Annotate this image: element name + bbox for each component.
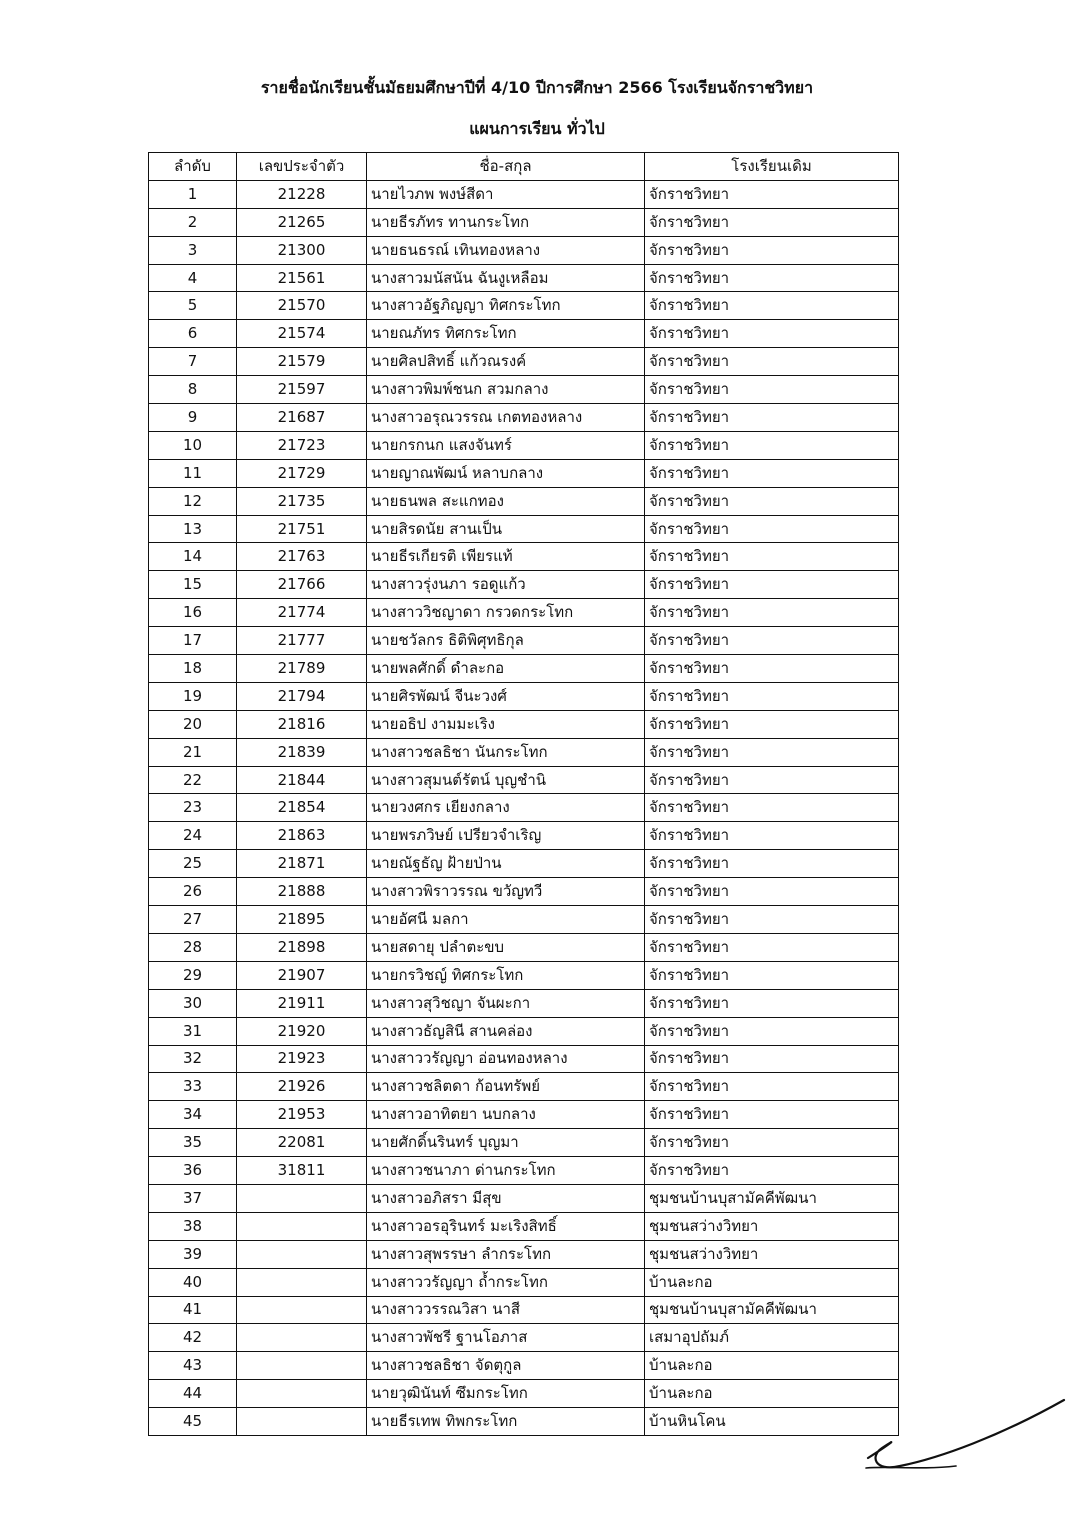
- cell-previous-school: จักราชวิทยา: [645, 208, 899, 236]
- cell-full-name: นายสิรดนัย สานเป็น: [367, 515, 645, 543]
- cell-previous-school: ชุมชนสว่างวิทยา: [645, 1212, 899, 1240]
- cell-previous-school: บ้านละกอ: [645, 1352, 899, 1380]
- cell-previous-school: จักราชวิทยา: [645, 1157, 899, 1185]
- cell-no: 32: [149, 1045, 237, 1073]
- cell-full-name: นางสาวสุพรรษา ลำกระโทก: [367, 1240, 645, 1268]
- cell-no: 44: [149, 1380, 237, 1408]
- cell-student-id: [237, 1380, 367, 1408]
- cell-full-name: นายณภัทร ทิศกระโทก: [367, 320, 645, 348]
- cell-full-name: นายกรวิชญ์ ทิศกระโทก: [367, 961, 645, 989]
- cell-no: 35: [149, 1129, 237, 1157]
- cell-no: 30: [149, 989, 237, 1017]
- cell-full-name: นางสาวมนัสนัน ฉันงูเหลือม: [367, 264, 645, 292]
- cell-previous-school: จักราชวิทยา: [645, 599, 899, 627]
- cell-student-id: 21907: [237, 961, 367, 989]
- cell-student-id: [237, 1296, 367, 1324]
- cell-previous-school: จักราชวิทยา: [645, 571, 899, 599]
- cell-student-id: 21735: [237, 487, 367, 515]
- table-row: [149, 599, 899, 627]
- cell-student-id: 21766: [237, 571, 367, 599]
- cell-no: 18: [149, 655, 237, 683]
- cell-full-name: นางสาววิชญาดา กรวดกระโทก: [367, 599, 645, 627]
- document-subtitle: แผนการเรียน ทั่วไป: [469, 119, 605, 138]
- document-title: รายชื่อนักเรียนชั้นมัธยมศึกษาปีที่ 4/10 ปีการศึกษา 2566 โรงเรียนจักราชวิทยา: [260, 78, 814, 97]
- table-row: [149, 1129, 899, 1157]
- cell-no: 24: [149, 822, 237, 850]
- cell-previous-school: บ้านละกอ: [645, 1268, 899, 1296]
- cell-student-id: [237, 1408, 367, 1436]
- cell-full-name: นายชวัลกร ธิติพิศุทธิกุล: [367, 627, 645, 655]
- cell-full-name: นางสาวชลธิชา จัดตุกูล: [367, 1352, 645, 1380]
- cell-full-name: นายณัฐธัญ ฝ้ายป่าน: [367, 850, 645, 878]
- cell-student-id: 21888: [237, 878, 367, 906]
- cell-no: 19: [149, 682, 237, 710]
- cell-no: 11: [149, 459, 237, 487]
- cell-no: 10: [149, 431, 237, 459]
- cell-full-name: นางสาวชนาภา ด่านกระโทก: [367, 1157, 645, 1185]
- cell-full-name: นางสาวชลิตดา ก้อนทรัพย์: [367, 1073, 645, 1101]
- cell-no: 22: [149, 766, 237, 794]
- table-row: [149, 180, 899, 208]
- cell-full-name: นายศิรพัฒน์ จีนะวงศ์: [367, 682, 645, 710]
- table-row: [149, 766, 899, 794]
- cell-previous-school: จักราชวิทยา: [645, 627, 899, 655]
- cell-previous-school: จักราชวิทยา: [645, 1045, 899, 1073]
- table-body: [149, 180, 899, 1435]
- cell-student-id: 21300: [237, 236, 367, 264]
- cell-no: 40: [149, 1268, 237, 1296]
- cell-no: 16: [149, 599, 237, 627]
- cell-full-name: นายพรภวิษย์ เปรียวจำเริญ: [367, 822, 645, 850]
- cell-no: 13: [149, 515, 237, 543]
- table-row: [149, 264, 899, 292]
- cell-full-name: นายศักดิ์นรินทร์ บุญมา: [367, 1129, 645, 1157]
- table-row: [149, 738, 899, 766]
- cell-previous-school: จักราชวิทยา: [645, 1129, 899, 1157]
- cell-no: 38: [149, 1212, 237, 1240]
- cell-no: 8: [149, 376, 237, 404]
- cell-full-name: นางสาวธัญสินี สานคล่อง: [367, 1017, 645, 1045]
- cell-previous-school: จักราชวิทยา: [645, 710, 899, 738]
- cell-full-name: นางสาวอรุณวรรณ เกตทองหลาง: [367, 404, 645, 432]
- cell-previous-school: บ้านหินโคน: [645, 1408, 899, 1436]
- cell-no: 43: [149, 1352, 237, 1380]
- cell-no: 15: [149, 571, 237, 599]
- cell-previous-school: จักราชวิทยา: [645, 961, 899, 989]
- table-row: [149, 236, 899, 264]
- cell-previous-school: จักราชวิทยา: [645, 989, 899, 1017]
- cell-full-name: นางสาวสุมนต์รัตน์ บุญชำนิ: [367, 766, 645, 794]
- cell-no: 39: [149, 1240, 237, 1268]
- table-row: [149, 404, 899, 432]
- cell-full-name: นายญาณพัฒน์ หลาบกลาง: [367, 459, 645, 487]
- cell-student-id: 21597: [237, 376, 367, 404]
- cell-student-id: 21687: [237, 404, 367, 432]
- cell-student-id: 22081: [237, 1129, 367, 1157]
- cell-student-id: 21816: [237, 710, 367, 738]
- cell-full-name: นายกรกนก แสงจันทร์: [367, 431, 645, 459]
- cell-no: 37: [149, 1184, 237, 1212]
- cell-full-name: นางสาววรัญญา อ่อนทองหลาง: [367, 1045, 645, 1073]
- cell-no: 28: [149, 933, 237, 961]
- table-row: [149, 850, 899, 878]
- cell-previous-school: จักราชวิทยา: [645, 264, 899, 292]
- cell-no: 7: [149, 348, 237, 376]
- cell-student-id: [237, 1240, 367, 1268]
- table-row: [149, 822, 899, 850]
- cell-full-name: นายสดายุ ปลำตะขบ: [367, 933, 645, 961]
- table-row: [149, 1184, 899, 1212]
- cell-previous-school: จักราชวิทยา: [645, 655, 899, 683]
- table-row: [149, 543, 899, 571]
- cell-no: 29: [149, 961, 237, 989]
- table-row: [149, 1017, 899, 1045]
- cell-student-id: 21844: [237, 766, 367, 794]
- cell-previous-school: ชุมชนสว่างวิทยา: [645, 1240, 899, 1268]
- cell-full-name: นางสาวอาทิตยา นบกลาง: [367, 1101, 645, 1129]
- cell-student-id: 21763: [237, 543, 367, 571]
- table-row: [149, 878, 899, 906]
- cell-student-id: 21863: [237, 822, 367, 850]
- cell-no: 6: [149, 320, 237, 348]
- header-student-id: เลขประจำตัว: [237, 153, 367, 181]
- cell-student-id: 21777: [237, 627, 367, 655]
- cell-previous-school: จักราชวิทยา: [645, 431, 899, 459]
- cell-previous-school: จักราชวิทยา: [645, 822, 899, 850]
- cell-no: 33: [149, 1073, 237, 1101]
- cell-student-id: 31811: [237, 1157, 367, 1185]
- cell-student-id: 21871: [237, 850, 367, 878]
- cell-previous-school: จักราชวิทยา: [645, 682, 899, 710]
- cell-no: 5: [149, 292, 237, 320]
- cell-previous-school: จักราชวิทยา: [645, 459, 899, 487]
- cell-previous-school: จักราชวิทยา: [645, 376, 899, 404]
- table-row: [149, 961, 899, 989]
- cell-student-id: 21839: [237, 738, 367, 766]
- cell-full-name: นางสาววรัญญา ถ้ำกระโทก: [367, 1268, 645, 1296]
- cell-previous-school: เสมาอุปถัมภ์: [645, 1324, 899, 1352]
- cell-student-id: 21794: [237, 682, 367, 710]
- cell-student-id: 21923: [237, 1045, 367, 1073]
- cell-no: 1: [149, 180, 237, 208]
- cell-student-id: 21895: [237, 906, 367, 934]
- table-row: [149, 571, 899, 599]
- table-row: [149, 1296, 899, 1324]
- cell-previous-school: จักราชวิทยา: [645, 766, 899, 794]
- table-row: [149, 627, 899, 655]
- table-row: [149, 933, 899, 961]
- cell-full-name: นายธนพล สะแกทอง: [367, 487, 645, 515]
- cell-previous-school: จักราชวิทยา: [645, 515, 899, 543]
- cell-no: 42: [149, 1324, 237, 1352]
- table-row: [149, 1408, 899, 1436]
- table-row: [149, 989, 899, 1017]
- cell-full-name: นายศิลปสิทธิ์ แก้วณรงค์: [367, 348, 645, 376]
- header-previous-school: โรงเรียนเดิม: [645, 153, 899, 181]
- table-row: [149, 431, 899, 459]
- table-row: [149, 682, 899, 710]
- cell-previous-school: จักราชวิทยา: [645, 738, 899, 766]
- table-row: [149, 487, 899, 515]
- cell-no: 12: [149, 487, 237, 515]
- cell-full-name: นายอธิป งามมะเริง: [367, 710, 645, 738]
- cell-student-id: [237, 1184, 367, 1212]
- table-row: [149, 1045, 899, 1073]
- cell-student-id: [237, 1352, 367, 1380]
- table-row: [149, 1157, 899, 1185]
- table-row: [149, 376, 899, 404]
- cell-student-id: 21789: [237, 655, 367, 683]
- cell-full-name: นายธีรเทพ ทิพกระโทก: [367, 1408, 645, 1436]
- cell-no: 23: [149, 794, 237, 822]
- cell-no: 3: [149, 236, 237, 264]
- cell-no: 20: [149, 710, 237, 738]
- cell-student-id: 21579: [237, 348, 367, 376]
- cell-student-id: 21898: [237, 933, 367, 961]
- cell-no: 27: [149, 906, 237, 934]
- cell-student-id: 21265: [237, 208, 367, 236]
- table-row: [149, 1240, 899, 1268]
- cell-full-name: นายธีรเกียรติ เพียรแท้: [367, 543, 645, 571]
- table-header-row: [149, 153, 899, 181]
- cell-student-id: 21854: [237, 794, 367, 822]
- student-roster-table: [148, 152, 899, 1436]
- cell-previous-school: จักราชวิทยา: [645, 487, 899, 515]
- table-row: [149, 515, 899, 543]
- cell-full-name: นางสาวอรอุรินทร์ มะเริงสิทธิ์: [367, 1212, 645, 1240]
- table-row: [149, 1380, 899, 1408]
- cell-previous-school: จักราชวิทยา: [645, 906, 899, 934]
- cell-no: 34: [149, 1101, 237, 1129]
- cell-student-id: 21574: [237, 320, 367, 348]
- table-row: [149, 1324, 899, 1352]
- cell-full-name: นายไวภพ พงษ์สีดา: [367, 180, 645, 208]
- cell-previous-school: จักราชวิทยา: [645, 850, 899, 878]
- table-row: [149, 906, 899, 934]
- cell-full-name: นางสาวอัฐภิญญา ทิศกระโทก: [367, 292, 645, 320]
- cell-no: 36: [149, 1157, 237, 1185]
- cell-student-id: [237, 1324, 367, 1352]
- cell-previous-school: จักราชวิทยา: [645, 180, 899, 208]
- cell-student-id: [237, 1268, 367, 1296]
- cell-previous-school: จักราชวิทยา: [645, 320, 899, 348]
- table-row: [149, 710, 899, 738]
- cell-student-id: 21774: [237, 599, 367, 627]
- cell-full-name: นางสาวพิราวรรณ ขวัญทวี: [367, 878, 645, 906]
- cell-full-name: นายอัศนี มลกา: [367, 906, 645, 934]
- cell-previous-school: ชุมชนบ้านบุสามัคคีพัฒนา: [645, 1184, 899, 1212]
- cell-previous-school: จักราชวิทยา: [645, 933, 899, 961]
- cell-previous-school: จักราชวิทยา: [645, 878, 899, 906]
- cell-previous-school: จักราชวิทยา: [645, 348, 899, 376]
- cell-full-name: นายธีรภัทร ทานกระโทก: [367, 208, 645, 236]
- table-row: [149, 1212, 899, 1240]
- cell-no: 9: [149, 404, 237, 432]
- cell-student-id: 21953: [237, 1101, 367, 1129]
- cell-previous-school: จักราชวิทยา: [645, 236, 899, 264]
- cell-full-name: นายธนธรณ์ เทินทองหลาง: [367, 236, 645, 264]
- cell-full-name: นางสาววรรณวิสา นาสี: [367, 1296, 645, 1324]
- cell-previous-school: จักราชวิทยา: [645, 404, 899, 432]
- cell-full-name: นายวงศกร เยียงกลาง: [367, 794, 645, 822]
- cell-previous-school: จักราชวิทยา: [645, 1017, 899, 1045]
- cell-full-name: นายวุฒินันท์ ซึมกระโทก: [367, 1380, 645, 1408]
- table-row: [149, 1268, 899, 1296]
- cell-previous-school: ชุมชนบ้านบุสามัคคีพัฒนา: [645, 1296, 899, 1324]
- cell-previous-school: บ้านละกอ: [645, 1380, 899, 1408]
- cell-previous-school: จักราชวิทยา: [645, 794, 899, 822]
- table-row: [149, 292, 899, 320]
- cell-no: 4: [149, 264, 237, 292]
- table-row: [149, 655, 899, 683]
- cell-student-id: 21570: [237, 292, 367, 320]
- cell-student-id: 21729: [237, 459, 367, 487]
- cell-student-id: 21228: [237, 180, 367, 208]
- cell-previous-school: จักราชวิทยา: [645, 292, 899, 320]
- cell-full-name: นางสาวสุวิชญา จันผะกา: [367, 989, 645, 1017]
- cell-previous-school: จักราชวิทยา: [645, 543, 899, 571]
- cell-full-name: นางสาวพัชรี ฐานโอภาส: [367, 1324, 645, 1352]
- cell-full-name: นางสาวพิมพ์ชนก สวมกลาง: [367, 376, 645, 404]
- cell-student-id: 21751: [237, 515, 367, 543]
- cell-student-id: 21561: [237, 264, 367, 292]
- cell-no: 14: [149, 543, 237, 571]
- cell-student-id: 21723: [237, 431, 367, 459]
- cell-no: 31: [149, 1017, 237, 1045]
- table-row: [149, 320, 899, 348]
- table-row: [149, 1101, 899, 1129]
- cell-previous-school: จักราชวิทยา: [645, 1101, 899, 1129]
- cell-no: 25: [149, 850, 237, 878]
- header-no: ลำดับ: [149, 153, 237, 181]
- cell-no: 41: [149, 1296, 237, 1324]
- table-row: [149, 459, 899, 487]
- cell-student-id: 21926: [237, 1073, 367, 1101]
- header-full-name: ชื่อ-สกุล: [367, 153, 645, 181]
- table-row: [149, 208, 899, 236]
- cell-no: 26: [149, 878, 237, 906]
- table-row: [149, 794, 899, 822]
- cell-full-name: นางสาวรุ่งนภา รอดูแก้ว: [367, 571, 645, 599]
- cell-no: 2: [149, 208, 237, 236]
- cell-previous-school: จักราชวิทยา: [645, 1073, 899, 1101]
- cell-full-name: นางสาวอภิสรา มีสุข: [367, 1184, 645, 1212]
- table-row: [149, 348, 899, 376]
- signature: [860, 1396, 1070, 1486]
- table-row: [149, 1352, 899, 1380]
- cell-student-id: 21911: [237, 989, 367, 1017]
- cell-no: 21: [149, 738, 237, 766]
- cell-no: 17: [149, 627, 237, 655]
- table-row: [149, 1073, 899, 1101]
- cell-full-name: นายพลศักดิ์ ดำละกอ: [367, 655, 645, 683]
- cell-no: 45: [149, 1408, 237, 1436]
- cell-student-id: 21920: [237, 1017, 367, 1045]
- cell-student-id: [237, 1212, 367, 1240]
- cell-full-name: นางสาวชลธิชา นันกระโทก: [367, 738, 645, 766]
